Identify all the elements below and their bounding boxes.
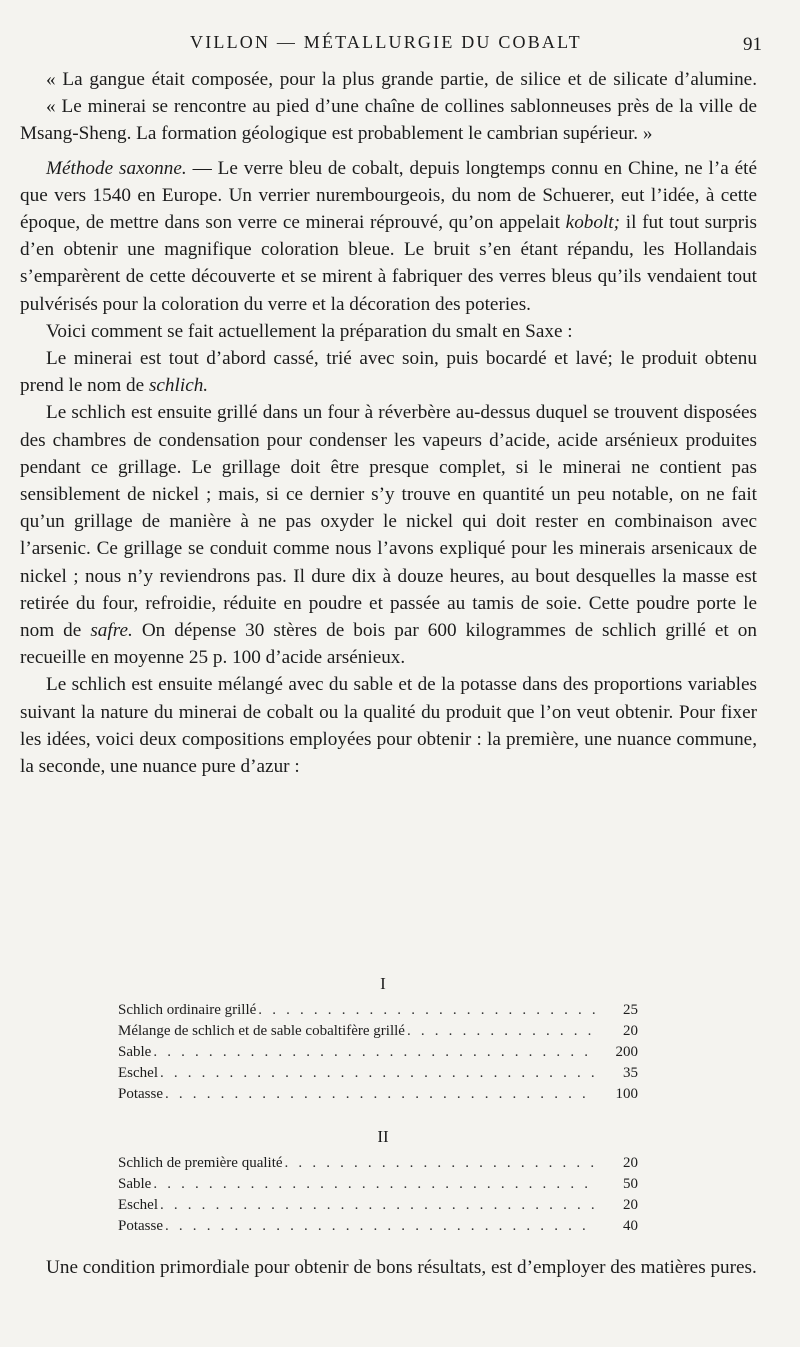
body-text: [20, 66, 757, 780]
row-value: 100: [615, 1086, 638, 1102]
paragraph-text: Le minerai est tout d’abord cassé, trié avec soin, puis bocardé et lavé; le produit obtenu prend le nom de: [20, 348, 757, 397]
table-number: I: [380, 974, 386, 993]
dot-leader: [405, 1021, 596, 1042]
row-value: 20: [623, 1023, 638, 1039]
section-title: Méthode saxonne.: [46, 157, 187, 179]
table-row: [118, 1042, 638, 1063]
row-label: Potasse: [118, 1218, 163, 1234]
dot-leader: [163, 1216, 596, 1237]
paragraph-text: On dépense 30 stères de bois par 600 kilogrammes de schlich grillé et on recueille en moyenne 25 p. 100 d’acide arsénieux.: [20, 620, 757, 669]
row-value: 35: [623, 1065, 638, 1081]
dot-leader: [158, 1063, 596, 1084]
table-row: [118, 1084, 638, 1105]
row-value: 200: [615, 1044, 638, 1060]
term-kobolt: kobolt;: [565, 212, 621, 234]
page-number: 91: [743, 34, 762, 55]
term-schlich: schlich.: [148, 375, 209, 397]
running-title: VILLON — MÉTALLURGIE DU COBALT: [190, 32, 582, 52]
paragraph-gangue: « La gangue était composée, pour la plus grande partie, de silice et de silicate d’alumine.: [46, 69, 757, 90]
paragraph-schlich-grille: [20, 399, 757, 671]
table-row: [118, 1153, 638, 1174]
row-label: Schlich ordinaire grillé: [118, 1002, 257, 1018]
dot-leader: [158, 1195, 596, 1216]
row-value: 50: [623, 1176, 638, 1192]
dot-leader: [151, 1174, 596, 1195]
row-value: 40: [623, 1218, 638, 1234]
paragraph-minerai-location: « Le minerai se rencontre au pied d’une chaîne de collines sablonneuses près de la ville de Msang-Sheng. La formation géologique est probablement le cambrian supérieur. »: [20, 96, 757, 145]
row-label: Schlich de première qualité: [118, 1155, 283, 1171]
closing-paragraph: [20, 1254, 760, 1281]
composition-table-1: [118, 974, 638, 1105]
row-label: Eschel: [118, 1065, 158, 1081]
dot-leader: [163, 1084, 596, 1105]
paragraph-minerai-casse: [20, 345, 757, 399]
row-label: Mélange de schlich et de sable cobaltifère grillé: [118, 1023, 405, 1039]
term-safre: safre.: [90, 620, 133, 642]
row-value: 20: [623, 1155, 638, 1171]
closing-text: Une condition primordiale pour obtenir de bons résultats, est d’employer des matières pures.: [46, 1257, 757, 1278]
paragraph-text: il fut tout surpris d’en obtenir une magnifique coloration bleue. Le bruit s’en étant répandu, les Hollandais s’emparèrent de cette découverte et se mirent à fabriquer des verres bleus qu’ils vendaient tout pulvérisés pour la coloration du verre et la décoration des poteries.: [20, 212, 757, 315]
dot-leader: [283, 1153, 596, 1174]
table-row: [118, 1021, 638, 1042]
row-label: Sable: [118, 1044, 152, 1060]
table-row: [118, 1216, 638, 1237]
composition-table-2: [118, 1127, 638, 1237]
table-row: [118, 1000, 638, 1021]
row-value: 20: [623, 1197, 638, 1213]
row-label: Eschel: [118, 1197, 158, 1213]
table-number: II: [377, 1127, 389, 1146]
dot-leader: [256, 1000, 596, 1021]
paragraph-compositions: Le schlich est ensuite mélangé avec du sable et de la potasse dans des proportions variables suivant la nature du minerai de cobalt ou la qualité du produit que l’on veut obtenir. Pour fixer les idées, voici deux compositions employées pour obtenir : la première, une nuance commune, la seconde, une nuance pure d’azur :: [20, 674, 757, 778]
table-row: [118, 1195, 638, 1216]
paragraph-preparation-intro: Voici comment se fait actuellement la préparation du smalt en Saxe :: [46, 320, 573, 342]
table-row: [118, 1063, 638, 1084]
row-label: Sable: [118, 1176, 152, 1192]
page-header: [0, 32, 800, 60]
paragraph-text: Le schlich est ensuite grillé dans un four à réverbère au-dessus duquel se trouvent disposées des chambres de condensation pour condenser les vapeurs d’acide, acide arsénieux produites pendant ce grillage. Le grillage doit être presque complet, si le minerai ne contient pas sensiblement de nickel ; mais, si ce dernier s’y trouve en quantité un peu notable, on ne fait qu’un grillage de manière à ne pas oxyder le nickel qui doit rester en combinaison avec l’arsenic. Ce grillage se conduit comme nous l’avons expliqué pour les minerais arsenicaux de nickel ; nous n’y reviendrons pas. Il dure dix à douze heures, au bout desquelles la masse est retirée du four, refroidie, réduite en poudre et passée au tamis de soie. Cette poudre porte le nom de: [20, 402, 757, 642]
dot-leader: [151, 1042, 596, 1063]
composition-tables: [118, 974, 638, 1237]
paragraph-methode-saxonne: [20, 155, 757, 318]
row-label: Potasse: [118, 1086, 163, 1102]
paragraph-text: — Le verre bleu de cobalt, depuis longtemps connu en Chine, ne l’a été que vers 1540 en Europe. Un verrier nurembourgeois, du nom de Schuerer, eut l’idée, à cette époque, de mettre dans son verre ce minerai réprouvé, qu’on appelait: [20, 157, 757, 234]
row-value: 25: [623, 1002, 638, 1018]
table-row: [118, 1174, 638, 1195]
